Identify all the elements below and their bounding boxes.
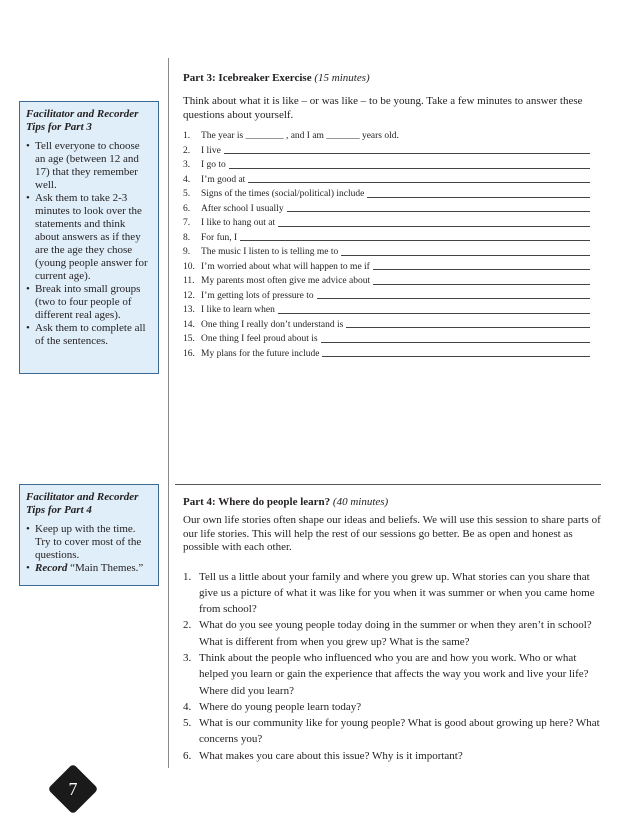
- list-item: 16. My plans for the future include: [183, 347, 608, 362]
- tip-item: • Break into small groups (two to four people of different real ages).: [26, 283, 141, 321]
- question-list: [183, 569, 608, 765]
- answer-line: [240, 240, 590, 241]
- question-item: 6. What makes you care about this issue? Why is it important?: [183, 749, 463, 762]
- list-item: 12. I’m getting lots of pressure to: [183, 289, 608, 304]
- list-item: 14. One thing I really don’t understand is: [183, 318, 608, 333]
- answer-line: [322, 356, 590, 357]
- answer-line: [373, 284, 590, 285]
- list-item: 1. The year is ________ , and I am _______ years old.: [183, 131, 399, 141]
- list-item: 6. After school I usually: [183, 202, 608, 217]
- tips-box-part-3: [19, 101, 159, 374]
- list-item: 8. For fun, I: [183, 231, 608, 246]
- tips-list: [26, 140, 152, 348]
- question-item: 3. Think about the people who influenced who you are and how you work. Who or what helped you learn or gain the experience that affects the way you work and live your life? Where did you learn?: [183, 651, 589, 697]
- answer-line: [248, 182, 590, 183]
- part-4-intro: Our own life stories often shape our ideas and beliefs. We will use this session to share parts of our life stories. This will help the rest of our sessions go better. Be as open and honest as possible with each other.: [183, 514, 601, 553]
- list-item: 4. I’m good at: [183, 173, 608, 188]
- answer-line: [224, 153, 590, 154]
- list-item: 3. I go to: [183, 158, 608, 173]
- sentence-list: [183, 129, 608, 144]
- part-4-section: [183, 496, 608, 764]
- tip-item: • Keep up with the time. Try to cover most of the questions.: [26, 523, 142, 561]
- answer-line: [346, 327, 590, 328]
- answer-line: [341, 255, 590, 256]
- list-item: 11. My parents most often give me advice about: [183, 274, 608, 289]
- part-3-intro: Think about what it is like – or was like – to be young. Take a few minutes to answer these questions about yourself.: [183, 95, 583, 121]
- tips-list: [26, 523, 152, 575]
- sentence-list-items: [183, 144, 608, 362]
- list-item: 2. I live: [183, 144, 608, 159]
- answer-line: [317, 298, 590, 299]
- part-4-heading: Part 4: Where do people learn? (40 minutes): [183, 496, 389, 508]
- answer-line: [229, 168, 590, 169]
- list-item: 10. I’m worried about what will happen to me if: [183, 260, 608, 275]
- question-item: 2. What do you see young people today doing in the summer or when they aren’t in school? What is different from when you grew up? What is the same?: [183, 619, 592, 648]
- question-item: 4. Where do young people learn today?: [183, 700, 362, 713]
- tip-item: • Record “Main Themes.”: [26, 562, 144, 574]
- answer-line: [367, 197, 590, 198]
- list-item: 9. The music I listen to is telling me to: [183, 245, 608, 260]
- tips-title: Facilitator and Recorder Tips for Part 4: [26, 491, 139, 516]
- tips-box-part-4: [19, 484, 159, 586]
- column-divider: [168, 58, 169, 768]
- question-item: 1. Tell us a little about your family and where you grew up. What stories can you share that give us a picture of what it was like for you when it was summer or when you came home from school?: [183, 570, 595, 616]
- tips-title: Facilitator and Recorder Tips for Part 3: [26, 108, 139, 133]
- tip-item: • Tell everyone to choose an age (between 12 and 17) that they remember well.: [26, 140, 140, 191]
- answer-line: [321, 342, 590, 343]
- answer-line: [373, 269, 590, 270]
- list-item: 15. One thing I feel proud about is: [183, 332, 608, 347]
- list-item: 13. I like to learn when: [183, 303, 608, 318]
- part-3-section: [183, 72, 608, 361]
- answer-line: [287, 211, 590, 212]
- list-item: 5. Signs of the times (social/political) include: [183, 187, 608, 202]
- page-number: 7: [68, 779, 78, 799]
- tip-item: • Ask them to complete all of the sentences.: [26, 322, 146, 347]
- section-divider: [175, 484, 601, 485]
- answer-line: [278, 313, 590, 314]
- part-3-heading: Part 3: Icebreaker Exercise (15 minutes): [183, 72, 370, 84]
- tip-item: • Ask them to take 2-3 minutes to look over the statements and think about answers as if they are the age they chose (young people answer for current age).: [26, 192, 148, 282]
- list-item: 7. I like to hang out at: [183, 216, 608, 231]
- answer-line: [278, 226, 590, 227]
- question-item: 5. What is our community like for young people? What is good about growing up here? What concerns you?: [183, 717, 600, 746]
